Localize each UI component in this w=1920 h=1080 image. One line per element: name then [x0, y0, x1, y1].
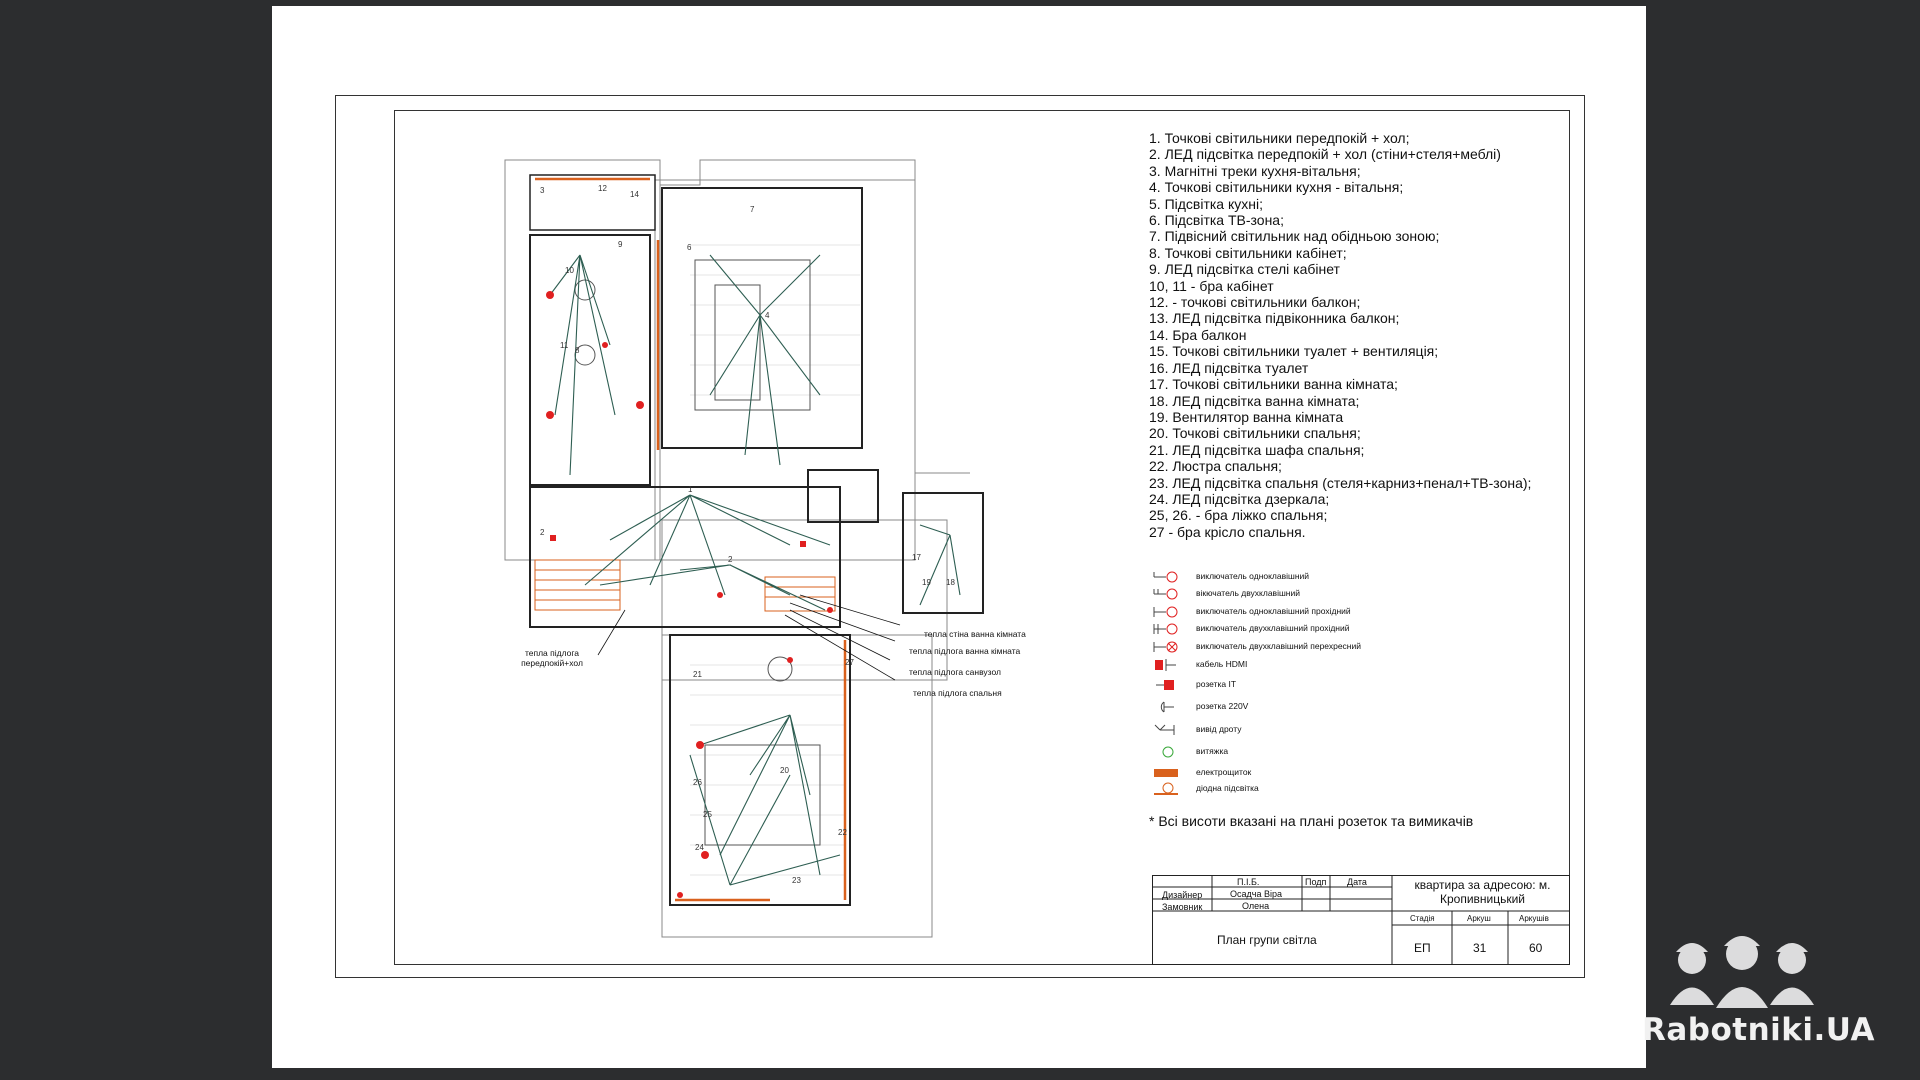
svg-text:18: 18	[946, 578, 955, 587]
switch-single-icon	[1152, 569, 1182, 585]
symbol-label: розетка 220V	[1196, 701, 1249, 711]
svg-text:19: 19	[922, 578, 931, 587]
symbol-label: виключатель двухклавішний перехресний	[1196, 641, 1361, 651]
legend-item: 20. Точкові світильники спальня;	[1149, 425, 1361, 442]
hdmi-cable-icon	[1152, 657, 1182, 673]
tb-designer-name: Осадча Віра	[1230, 889, 1282, 899]
symbol-row	[1152, 621, 1452, 637]
switch-double-icon	[1152, 586, 1182, 602]
svg-text:2: 2	[728, 555, 733, 564]
legend-item: 10, 11 - бра кабінет	[1149, 277, 1274, 294]
switch-double-pass-icon	[1152, 621, 1182, 637]
svg-text:2: 2	[540, 528, 545, 537]
tb-drawing-title: План групи світла	[1217, 933, 1317, 947]
legend-item: 13. ЛЕД підсвітка підвіконника балкон;	[1149, 310, 1400, 327]
symbol-label: витяжка	[1196, 746, 1229, 756]
tb-stage-label: Стадія	[1410, 914, 1435, 923]
symbol-row	[1152, 639, 1452, 655]
symbol-row	[1152, 699, 1452, 715]
svg-text:17: 17	[912, 553, 921, 562]
symbol-row	[1152, 657, 1452, 673]
wire-outlet-icon	[1152, 722, 1182, 738]
tb-client-name: Олена	[1242, 901, 1270, 911]
symbol-row	[1152, 744, 1452, 760]
title-block	[1152, 875, 1570, 965]
symbol-row	[1152, 569, 1452, 585]
legend-item: 6. Підсвітка ТВ-зона;	[1149, 212, 1284, 229]
svg-text:4: 4	[765, 311, 770, 320]
switch-single-pass-icon	[1152, 604, 1182, 620]
svg-text:7: 7	[750, 205, 755, 214]
electrical-panel-icon	[1152, 765, 1182, 781]
symbol-label: кабель HDMI	[1196, 659, 1248, 669]
callout-floor-heating-hall: тепла підлога передпокій+хол	[521, 648, 583, 668]
heights-note: * Всі висоти вказані на плані розеток та вимикачів	[1149, 813, 1474, 829]
symbol-row	[1152, 722, 1452, 738]
svg-text:23: 23	[792, 876, 801, 885]
it-socket-icon	[1152, 677, 1182, 693]
legend-item: 7. Підвісний світильник над обідньою зоною;	[1149, 228, 1440, 245]
callout-bedroom-floor: тепла підлога спальня	[913, 688, 1002, 698]
svg-text:22: 22	[838, 828, 847, 837]
symbol-label: вікючатель двухклавішний	[1196, 588, 1300, 598]
svg-text:11: 11	[560, 341, 569, 350]
legend-item: 17. Точкові світильники ванна кімната;	[1149, 376, 1398, 393]
svg-text:25: 25	[703, 810, 712, 819]
tb-sheet: 31	[1473, 941, 1487, 955]
callout-bath-wall: тепла стіна ванна кімната	[924, 629, 1026, 639]
callout-bath-floor: тепла підлога ванна кімната	[909, 646, 1021, 656]
diode-light-icon	[1152, 781, 1182, 797]
symbol-row	[1152, 677, 1452, 693]
tb-pib: П.І.Б.	[1237, 877, 1260, 887]
legend-item: 5. Підсвітка кухні;	[1149, 195, 1263, 212]
svg-text:10: 10	[565, 266, 574, 275]
tb-address: квартира за адресою: м. Кропивницький	[1414, 878, 1551, 906]
tb-sheet-label: Аркуш	[1467, 914, 1491, 923]
symbol-row	[1152, 586, 1452, 602]
tb-date: Дата	[1347, 877, 1367, 887]
symbol-label: вивід дроту	[1196, 724, 1242, 734]
workers-logo-icon	[1642, 930, 1842, 1010]
tb-client-label: Замовник	[1162, 902, 1203, 912]
symbol-label: діодна підсвітка	[1196, 783, 1259, 793]
tb-podp: Подп	[1305, 877, 1327, 887]
symbol-label: виключатель одноклавішний прохідний	[1196, 606, 1351, 616]
legend-item: 4. Точкові світильники кухня - вітальня;	[1149, 179, 1404, 196]
legend-item: 16. ЛЕД підсвітка туалет	[1149, 359, 1309, 376]
legend-item: 23. ЛЕД підсвітка спальня (стеля+карниз+пенал+ТВ-зона);	[1149, 474, 1532, 491]
symbol-row	[1152, 765, 1452, 781]
svg-text:12: 12	[598, 184, 607, 193]
legend-item: 1. Точкові світильники передпокій + хол;	[1149, 130, 1410, 146]
svg-text:24: 24	[695, 843, 704, 852]
legend-item: 12. - точкові світильники балкон;	[1149, 294, 1361, 311]
svg-text:1: 1	[688, 485, 693, 494]
symbol-label: розетка ІТ	[1196, 679, 1237, 689]
watermark-text: Rabotniki.UA	[1642, 1012, 1876, 1048]
svg-text:27: 27	[845, 658, 854, 667]
tb-designer-label: Дизайнер	[1162, 890, 1203, 900]
symbol-label: електрощиток	[1196, 767, 1252, 777]
legend-item: 27 - бра крісло спальня.	[1149, 523, 1306, 540]
tb-sheets: 60	[1529, 941, 1543, 955]
svg-text:6: 6	[687, 243, 692, 252]
legend-item: 25, 26. - бра ліжко спальня;	[1149, 507, 1328, 524]
svg-text:8: 8	[575, 346, 580, 355]
legend-item: 18. ЛЕД підсвітка ванна кімната;	[1149, 392, 1360, 409]
tb-sheets-label: Аркушів	[1519, 914, 1549, 923]
legend-item: 9. ЛЕД підсвітка стелі кабінет	[1149, 261, 1340, 278]
svg-text:21: 21	[693, 670, 702, 679]
legend-item: 24. ЛЕД підсвітка дзеркала;	[1149, 490, 1330, 507]
symbol-label: виключатель одноклавішний	[1196, 571, 1310, 581]
legend-item: 8. Точкові світильники кабінет;	[1149, 244, 1347, 261]
lighting-groups-legend	[1149, 130, 1531, 540]
legend-item: 15. Точкові світильники туалет + вентиляція;	[1149, 343, 1439, 360]
symbol-row	[1152, 781, 1452, 797]
svg-text:26: 26	[693, 778, 702, 787]
svg-text:20: 20	[780, 766, 789, 775]
legend-item: 3. Магнітні треки кухня-вітальня;	[1149, 162, 1361, 179]
legend-item: 22. Люстра спальня;	[1149, 458, 1282, 475]
svg-text:9: 9	[618, 240, 623, 249]
svg-text:3: 3	[540, 186, 545, 195]
symbol-label: виключатель двухклавішний прохідний	[1196, 623, 1350, 633]
exhaust-icon	[1152, 744, 1182, 760]
legend-item: 14. Бра балкон	[1149, 326, 1247, 343]
svg-text:14: 14	[630, 190, 639, 199]
switch-double-cross-icon	[1152, 639, 1182, 655]
symbol-row	[1152, 604, 1452, 620]
legend-item: 2. ЛЕД підсвітка передпокій + хол (стіни+стеля+меблі)	[1149, 146, 1501, 163]
socket-220v-icon	[1152, 699, 1182, 715]
callout-wc-floor: тепла підлога санвузол	[909, 667, 1001, 677]
legend-item: 19. Вентилятор ванна кімната	[1149, 408, 1344, 425]
tb-stage: ЕП	[1414, 941, 1431, 955]
legend-item: 21. ЛЕД підсвітка шафа спальня;	[1149, 441, 1365, 458]
